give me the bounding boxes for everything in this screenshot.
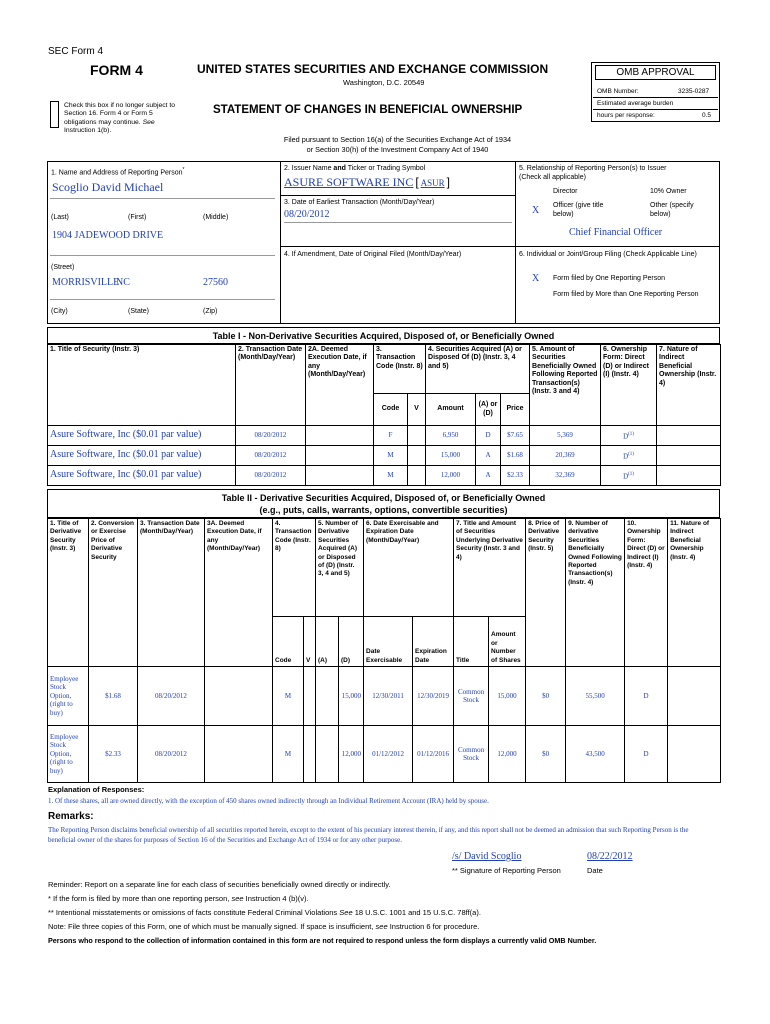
box4-label: 4. If Amendment, Date of Original Filed (Month/Day/Year) [284,251,462,258]
signature-name: /s/ David Scoglio [452,851,522,862]
street-label: (Street) [51,264,75,271]
t1-h2: 2. Transaction Date (Month/Day/Year) [236,345,306,426]
commission-title: UNITED STATES SECURITIES AND EXCHANGE COMMISSION [197,62,549,76]
table2-title: Table II - Derivative Securities Acquired, Disposed of, or Beneficially Owned (e.g., puts, calls, warrants, options, convertible securities) [47,489,720,518]
signature-date: 08/22/2012 [587,851,633,862]
t1-h7: 7. Nature of Indirect Beneficial Ownership (Instr. 4) [657,345,721,426]
table-row: Employee Stock Option, (right to buy) $2.33 08/20/2012 M 12,000 01/12/2012 01/12/2016 Common Stock 12,000 $0 43,500 D [48,726,721,783]
table-row: Asure Software, Inc ($0.01 par value) 08/20/2012 F 6,950 D $7.65 5,369 $D^{(1)}$ [48,426,721,446]
filed-pursuant: Filed pursuant to Section 16(a) of the Securities Exchange Act of 1934 or Section 30(h) of the Investment Company Act of 1940 [283,135,512,154]
box6-label: 6. Individual or Joint/Group Filing (Check Applicable Line) [519,251,697,258]
more-reporting-persons: Form filed by More than One Reporting Person [553,291,699,298]
issuer-name: ASURE SOFTWARE INC [284,175,414,189]
table1: 1. Title of Security (Instr. 3) 2. Transaction Date (Month/Day/Year) 2A. Deemed Execution Date, if any (Month/Day/Year) 3. Transaction Code (Instr. 8) 4. Securities Acquired (A) or Disposed Of (D) (Instr. 3, 4 and 5) 5. Amount of Securities Beneficially Owned Following Reported Transaction(s) (Instr. 3 and 4) 6. Ownership Form: Direct (D) or Indirect (I) (Instr. 4) 7. Nature of Indirect Beneficial Ownership (Instr. 4) Code V Amount (A) or (D) Price Asure Software, Inc ($0.01 par value) 08/20/2012 F 6,950 D $7.65 5,369 $D^{(1)}$ Asure Software, Inc ($0.01 par value) 08/20/2012 M 15,000 A $1.68 20,369 $D^{(1)}$ Asure Software, Inc ($0.01 par value) 08/20/2012 M 12,000 A $2.33 32,369 $D^{(1)}$ [47,344,721,486]
footer-dstar: ** Intentional misstatements or omissions of facts constitute Federal Criminal Violations See 18 U.S.C. 1001 and 15 U.S.C. 78ff(a). [48,908,481,917]
omb-number-label: OMB Number: [597,88,639,95]
city-value: MORRISVILLE [52,277,120,288]
footer-persons: Persons who respond to the collection of information contained in this form are not required to respond unless the form displays a currently valid OMB Number. [48,936,597,945]
middle-label: (Middle) [203,214,229,221]
one-person-x-mark: X [532,273,540,284]
state-label: (State) [128,308,150,315]
zip-value: 27560 [203,277,228,288]
commission-location: Washington, D.C. 20549 [343,78,425,87]
footer-reminder: Reminder: Report on a separate line for each class of securities beneficially owned directly or indirectly. [48,880,391,889]
omb-hours-label: hours per response: [597,112,655,119]
t1-h6: 6. Ownership Form: Direct (D) or Indirect (I) (Instr. 4) [601,345,657,426]
explanation-note-1: 1. Of these shares, all are owned directly, with the exception of 450 shares owned indirectly through an Individual Retirement Account (IRA) held by spouse. [48,797,489,805]
officer-x-mark: X [532,205,540,216]
t1-h2a: 2A. Deemed Execution Date, if any (Month/Day/Year) [306,345,374,426]
footer-star: * If the form is filed by more than one reporting person, see Instruction 4 (b)(v). [48,894,309,903]
box5-label: 5. Relationship of Reporting Person(s) to Issuer (Check all applicable) [519,165,667,181]
other-label: Other (specify below) [650,202,694,218]
t1-h3: 3. Transaction Code (Instr. 8) [374,345,426,394]
omb-burden-label: Estimated average burden [597,100,674,107]
earliest-transaction-date: 08/20/2012 [284,209,330,220]
city-label: (City) [51,308,68,315]
remarks-text: The Reporting Person disclaims beneficial ownership of all securities reported herein, except to the extent of his pecuniary interest therein, if any, and this report shall not be deemed an admission that such Reporting Person is the beneficial owner of the shares for purposes of Section 16 of the Securities and Exchange Act of 1934 or for any other purpose. [48,826,689,844]
table2: 1. Title of Derivative Security (Instr. 3) 2. Conversion or Exercise Price of Derivative Security 3. Transaction Date (Month/Day/Year) 3A. Deemed Execution Date, if any (Month/Day/Year) 4. Transaction Code (Instr. 8) 5. Number of Derivative Securities Acquired (A) or Disposed of (D) (Instr. 3, 4 and 5) 6. Date Exercisable and Expiration Date (Month/Day/Year) 7. Title and Amount of Securities Underlying Derivative Security (Instr. 3 and 4) 8. Price of Derivative Security (Instr. 5) 9. Number of derivative Securities Beneficially Owned Following Reported Transaction(s) (Instr. 4) 10. Ownership Form: Direct (D) or Indirect (I) (Instr. 4) 11. Nature of Indirect Beneficial Ownership (Instr. 4) Code V (A) (D) Date Exercisable Expiration Date Title Amount or Number of Shares Employee Stock Option, (right to buy) $1.68 08/20/2012 M 15,000 12/30/2011 12/30/2019 Common Stock 15,000 $0 55,500 D Employee Stock Option, (right to buy) $2.33 08/20/2012 M 12,000 01/12/2012 01/12/2016 Common Stock 12,000 $0 43,500 D [47,518,721,783]
explanation-heading: Explanation of Responses: [48,785,145,794]
omb-title: OMB APPROVAL [595,65,716,80]
box1-label: 1. Name and Address of Reporting Person* [51,167,185,177]
statement-title: STATEMENT OF CHANGES IN BENEFICIAL OWNERSHIP [213,104,523,116]
checkbox-instruction: Check this box if no longer subject to Section 16. Form 4 or Form 5 obligations may continue. See Instruction 1(b). [64,102,176,135]
officer-label: Officer (give title below) [553,202,604,218]
footer-note: Note: File three copies of this Form, one of which must be manually signed. If space is insufficient, see Instruction 6 for procedure. [48,922,480,931]
one-reporting-person: Form filed by One Reporting Person [553,275,666,282]
ticker-symbol: ASUR [420,178,445,188]
box2-label: 2. Issuer Name and Ticker or Trading Symbol [284,165,426,172]
t1-h4: 4. Securities Acquired (A) or Disposed Of (D) (Instr. 3, 4 and 5) [426,345,530,394]
first-label: (First) [128,214,147,221]
t1-h5: 5. Amount of Securities Beneficially Owned Following Reported Transaction(s) (Instr. 3 and 4) [530,345,601,426]
no-longer-subject-checkbox[interactable] [50,101,59,128]
state-value: NC [116,277,130,288]
omb-hours-value: 0.5 [702,112,712,119]
issuer-line: ASURE SOFTWARE INC [ ASUR ] [284,175,450,189]
box3-label: 3. Date of Earliest Transaction (Month/Day/Year) [284,199,435,206]
ten-percent-owner-label: 10% Owner [650,188,687,195]
street-value: 1904 JADEWOOD DRIVE [52,230,164,241]
reporting-person-name: Scoglio David Michael [52,180,164,194]
table1-title: Table I - Non-Derivative Securities Acquired, Disposed of, or Beneficially Owned [47,327,720,344]
table-row: Employee Stock Option, (right to buy) $1.68 08/20/2012 M 15,000 12/30/2011 12/30/2019 Common Stock 15,000 $0 55,500 D [48,667,721,726]
remarks-heading: Remarks: [48,811,94,822]
t1-h1: 1. Title of Security (Instr. 3) [48,345,236,426]
sec-form-label: SEC Form 4 [48,46,104,57]
form-title: FORM 4 [90,62,143,78]
zip-label: (Zip) [203,308,218,315]
signature-date-label: Date [587,866,603,875]
director-label: Director [553,188,578,195]
omb-number-value: 3235-0287 [678,88,710,95]
table-row: Asure Software, Inc ($0.01 par value) 08/20/2012 M 12,000 A $2.33 32,369 $D^{(1)}$ [48,466,721,486]
table-row: Asure Software, Inc ($0.01 par value) 08/20/2012 M 15,000 A $1.68 20,369 $D^{(1)}$ [48,446,721,466]
officer-title: Chief Financial Officer [569,227,663,238]
last-label: (Last) [51,214,69,221]
signature-label: ** Signature of Reporting Person [452,866,561,875]
